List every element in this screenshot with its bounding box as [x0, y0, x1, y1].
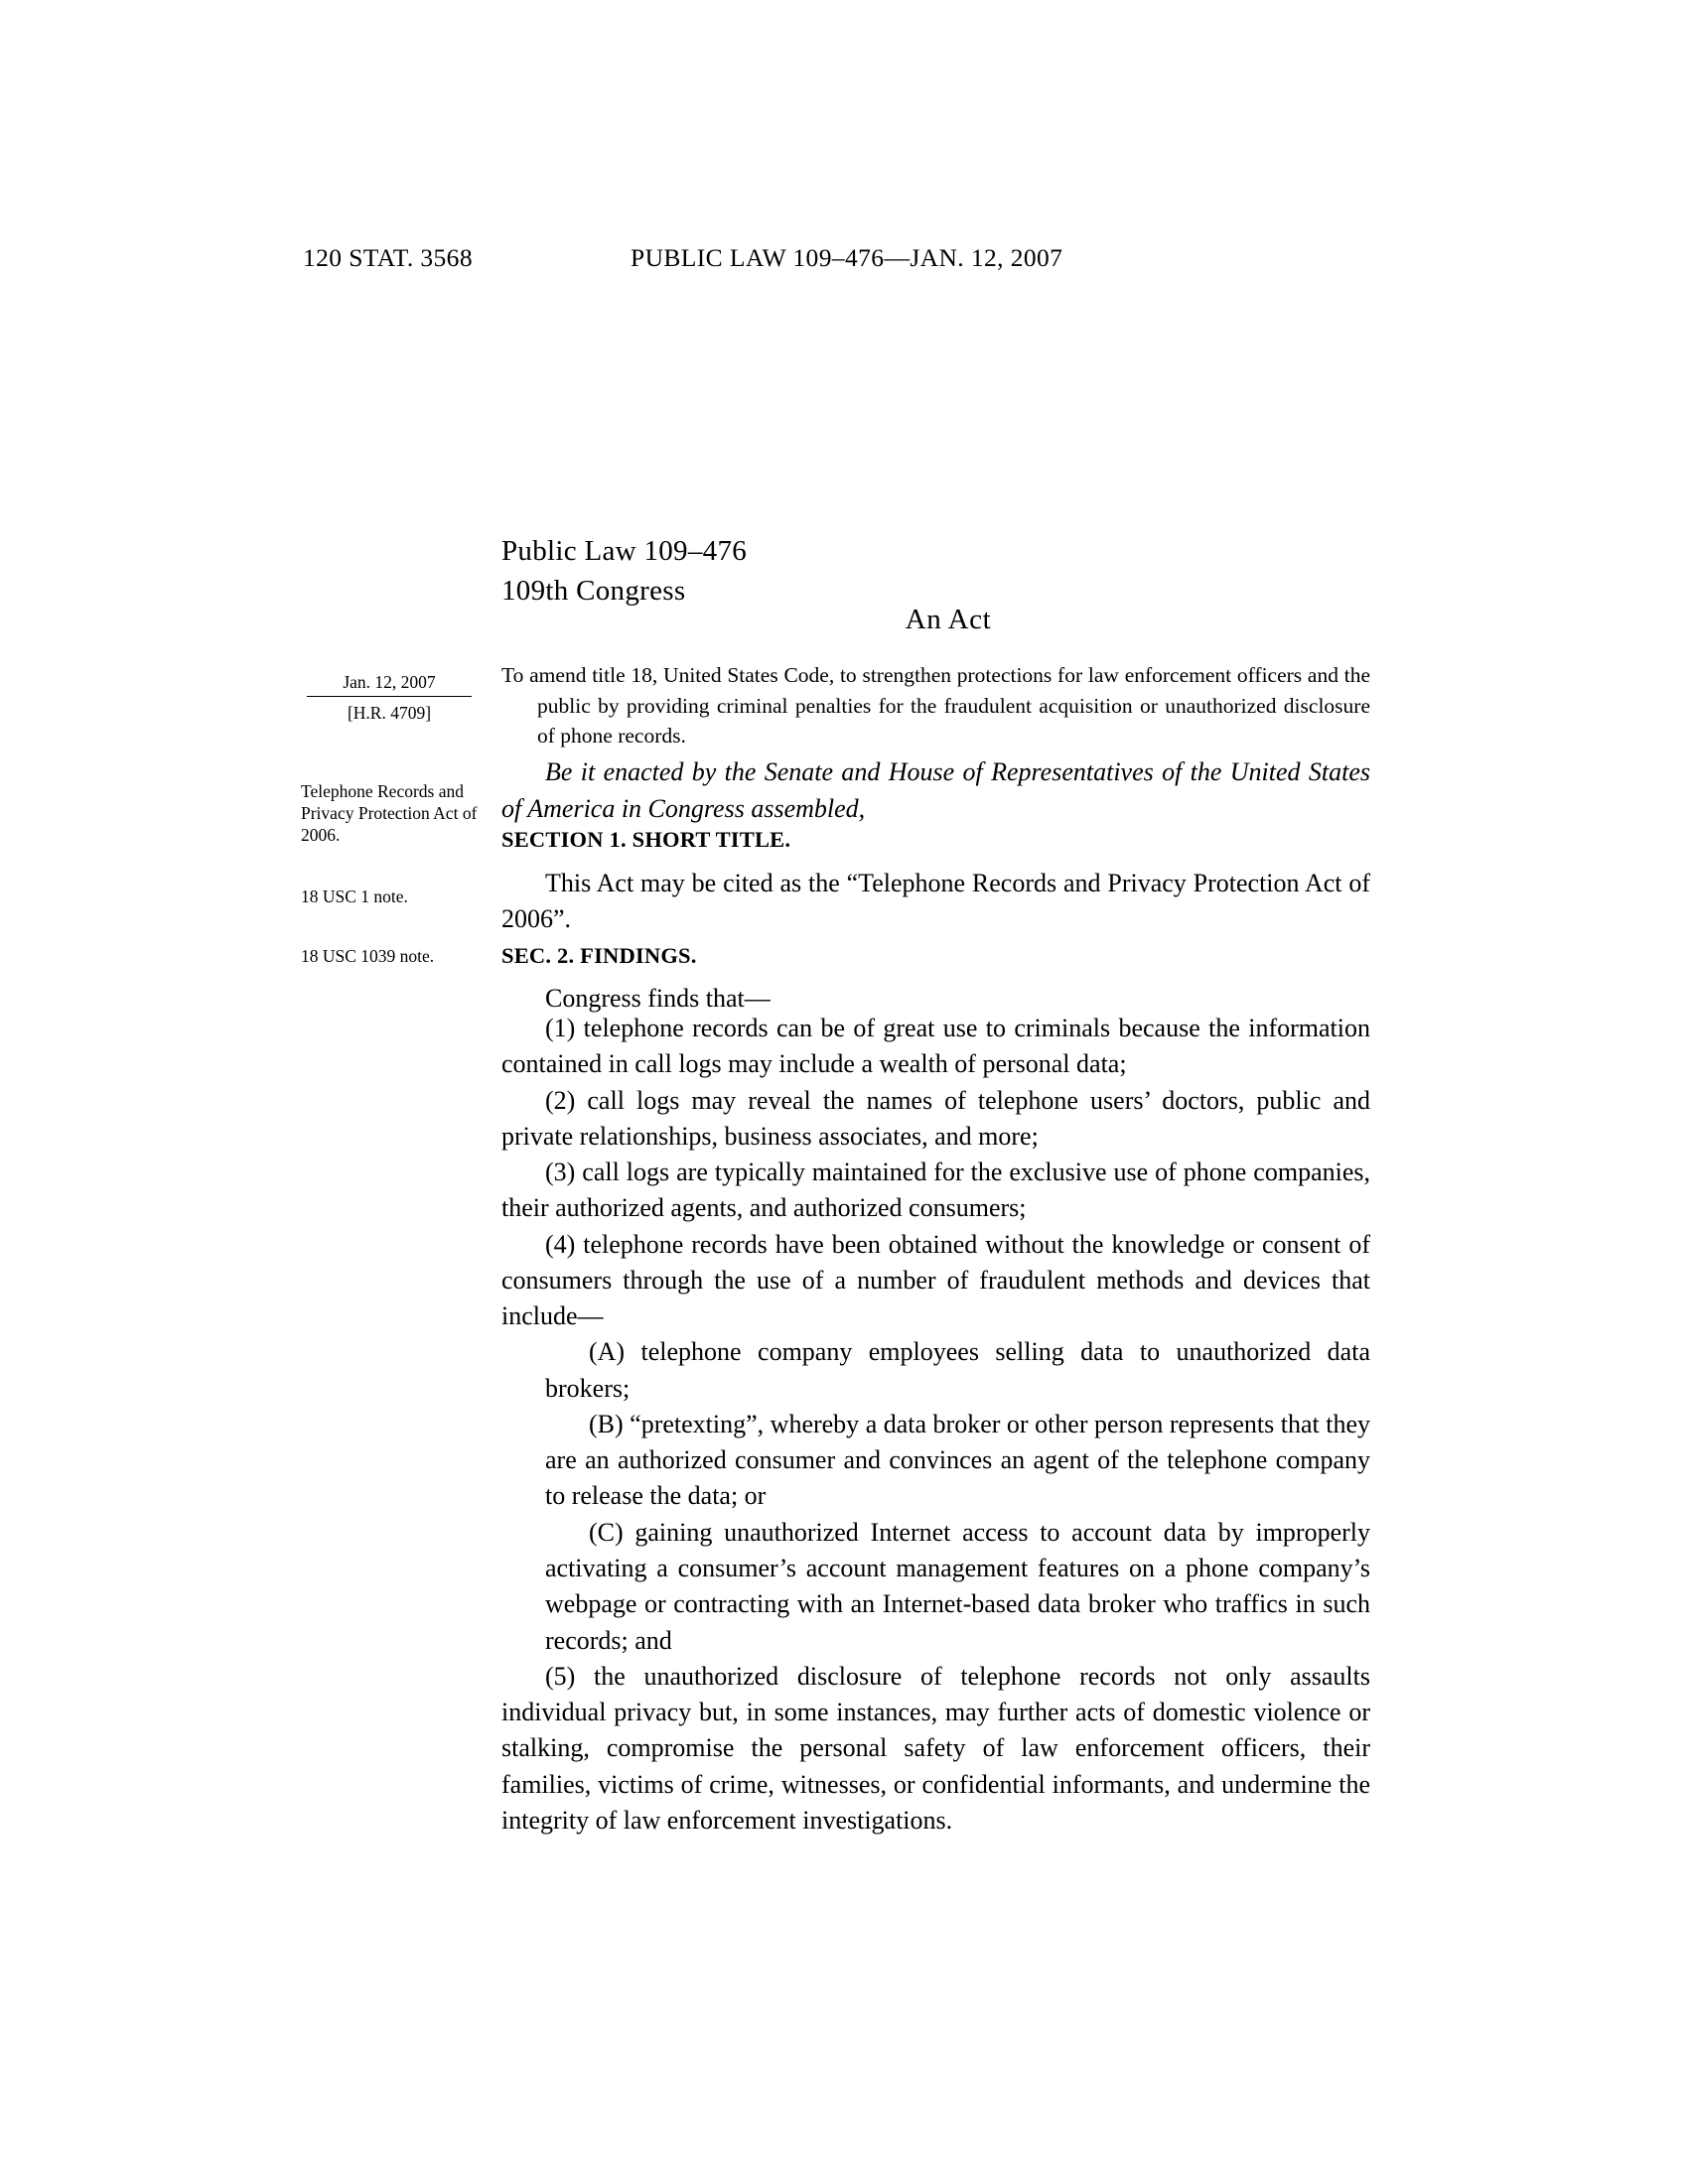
findings-item: (1) telephone records can be of great use to criminals because the information contained in call logs may include a wealth of personal data;: [501, 1014, 1370, 1079]
statute-citation: 120 STAT. 3568: [303, 243, 473, 272]
findings-item: (B) “pretexting”, whereby a data broker or other person represents that they are an authorized consumer and convinces an agent of the telephone company to release the data; or: [545, 1409, 1370, 1511]
running-head: [303, 243, 1395, 273]
congress-number: 109th Congress: [501, 575, 686, 608]
public-law-number: Public Law 109–476: [501, 535, 748, 567]
findings-list: [501, 1011, 1370, 1839]
sidenote-usc-1039-note: 18 USC 1039 note.: [301, 946, 435, 966]
sidenote-approval-date: Jan. 12, 2007: [343, 672, 436, 692]
findings-item: (4) telephone records have been obtained without the knowledge or consent of consumers through the use of a number of fraudulent methods and devices that include—: [501, 1229, 1370, 1331]
findings-item: (5) the unauthorized disclosure of telephone records not only assaults individual privacy but, in some instances, may further acts of domestic violence or stalking, compromise the personal safety of law enforcement officers, their families, victims of crime, witnesses, or confidential informants, and undermine the integrity of law enforcement investigations.: [501, 1661, 1370, 1835]
title-block: [501, 531, 1395, 611]
section-1-heading: SECTION 1. SHORT TITLE.: [501, 827, 791, 852]
findings-item: (3) call logs are typically maintained for the exclusive use of phone companies, their authorized agents, and authorized consumers;: [501, 1158, 1370, 1223]
sidenote-date-block: [301, 671, 478, 724]
sidenote-usc-1-note: 18 USC 1 note.: [301, 887, 408, 906]
sidenote-short-title: Telephone Records and Privacy Protection Act of 2006.: [301, 781, 478, 846]
an-act-heading: An Act: [905, 604, 992, 635]
section-1-text: This Act may be cited as the “Telephone Records and Privacy Protection Act of 2006”.: [501, 869, 1370, 934]
public-law-citation: PUBLIC LAW 109–476—JAN. 12, 2007: [631, 243, 1063, 272]
sidenote-bill-number: [H.R. 4709]: [347, 703, 432, 724]
findings-item: (2) call logs may reveal the names of telephone users’ doctors, public and private relationships, business associates, and more;: [501, 1085, 1370, 1151]
findings-item: (A) telephone company employees selling data to unauthorized data brokers;: [545, 1337, 1370, 1403]
section-1-body: [501, 866, 1370, 938]
sidenote-rule: [307, 696, 472, 697]
long-title-text: To amend title 18, United States Code, to strengthen protections for law enforcement officers and the public by providing criminal penalties for the fraudulent acquisition or unauthorized disclosure of phone records.: [501, 663, 1370, 749]
findings-item: (C) gaining unauthorized Internet access to account data by improperly activating a consumer’s account management features on a phone company’s webpage or contracting with an Internet-based data broker who traffics in such records; and: [545, 1517, 1370, 1655]
enacting-clause: Be it enacted by the Senate and House of Representatives of the United States of America in Congress assembled,: [501, 757, 1370, 823]
section-2-heading: SEC. 2. FINDINGS.: [501, 943, 697, 968]
long-title: [501, 660, 1370, 751]
section-2-intro: Congress finds that—: [545, 984, 771, 1013]
